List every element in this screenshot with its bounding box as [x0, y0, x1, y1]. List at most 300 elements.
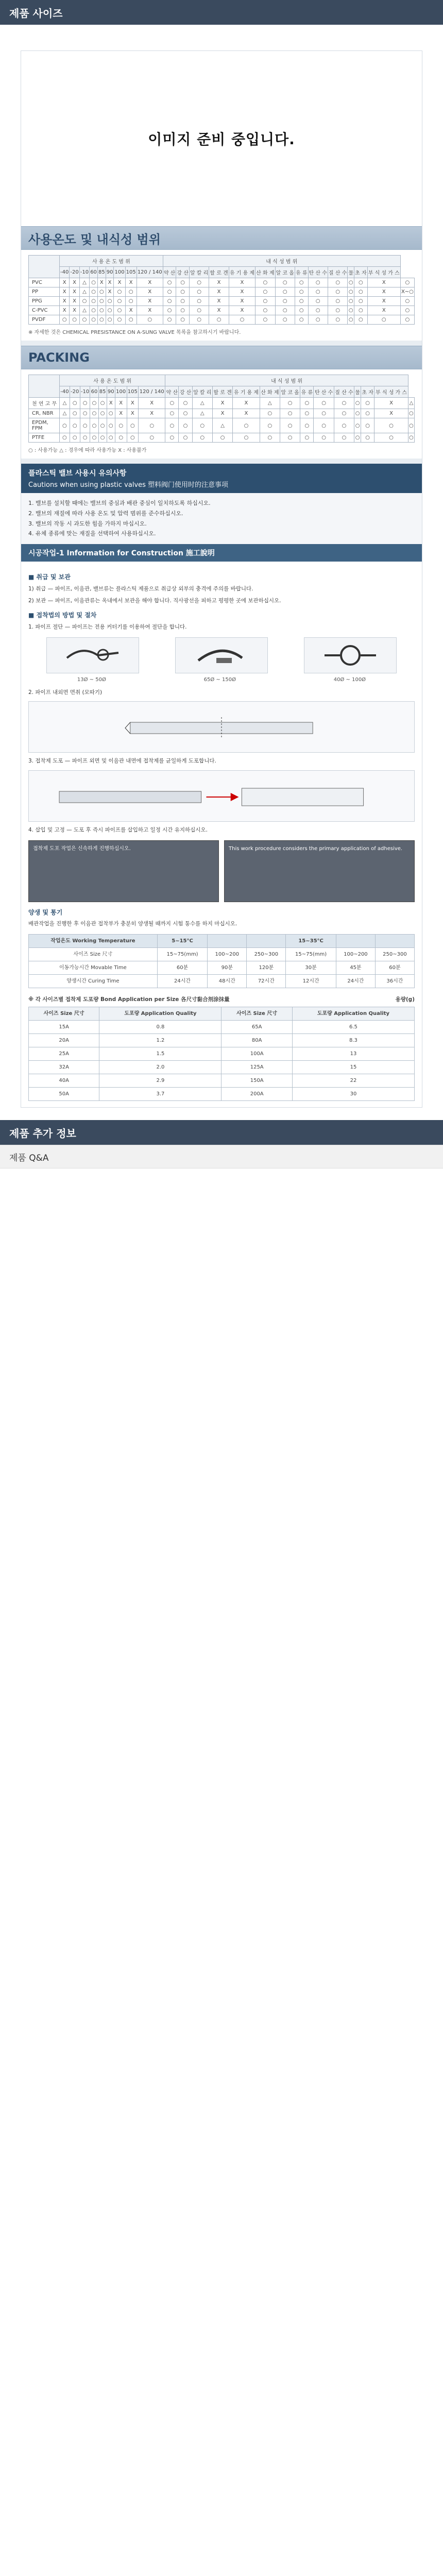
chem-column-header: 질 산 수: [334, 386, 354, 398]
cure-cell: 72시간: [247, 975, 286, 988]
table-row: [29, 433, 415, 443]
cut-text: 1. 파이프 절단 — 파이프는 전용 커터기를 이용하여 절단을 합니다.: [28, 623, 187, 630]
procedure-title: 시공작업-1 Information for Construction 施工說明: [21, 544, 422, 562]
table-corner: [29, 256, 60, 278]
table-cell: ○: [408, 433, 414, 443]
handling-text: 1) 취급 — 파이프, 이음관, 밸브류는 플라스틱 제품으로 취급상 외부의 충격에 주의를 바랍니다.: [28, 585, 253, 592]
table-cell: X: [70, 297, 79, 306]
table-cell: ○: [98, 409, 107, 418]
table-cell: ○: [163, 315, 176, 325]
cure-size-cell: 15~75(mm): [286, 948, 336, 961]
table-cell: △: [212, 418, 232, 433]
table-cell: ○: [280, 398, 300, 409]
extra-info-header: [0, 1120, 443, 1145]
chem-column-header: 산 화 제: [260, 386, 280, 398]
qa-header[interactable]: [0, 1145, 443, 1168]
table-cell: ○: [328, 287, 347, 297]
cutter-small-icon: [62, 642, 124, 668]
table-cell: ○: [189, 287, 209, 297]
material-label: PPG: [29, 297, 60, 306]
cure-cell: 45분: [336, 961, 375, 975]
app-cell: 100A: [222, 1047, 292, 1061]
app-cell: 15: [292, 1061, 414, 1074]
temp-column-header: 60: [90, 267, 98, 278]
table-row: [29, 398, 415, 409]
table-cell: X: [374, 409, 408, 418]
temp-range-title-text: 사용온도 및 내식성 범위: [28, 232, 161, 247]
storage-text: 2) 보관 — 파이프, 이음관류는 옥내에서 보관을 해야 합니다. 직사광선을 피하고 평평한 곳에 보관하십시오.: [28, 598, 281, 604]
app-cell: 30: [292, 1088, 414, 1101]
table-cell: ○: [97, 297, 106, 306]
table-cell: X: [209, 287, 229, 297]
cure-head-cell: 15~35°C: [286, 935, 336, 948]
app-head-cell: 사이즈 Size 尺寸: [29, 1007, 99, 1021]
table-cell: ○: [70, 409, 80, 418]
app-cell: 6.5: [292, 1021, 414, 1034]
cure-size-cell: 250~300: [375, 948, 414, 961]
cutter-captions: [28, 675, 415, 684]
table-cell: ○: [70, 433, 80, 443]
temp-column-header: -40: [60, 267, 70, 278]
table-cell: ○: [189, 306, 209, 315]
table-cell: ○: [107, 418, 115, 433]
chem-column-header: 부 식 성 가 스: [367, 267, 400, 278]
table-cell: X: [229, 297, 255, 306]
table-cell: X: [367, 297, 400, 306]
table-row: [29, 961, 415, 975]
table-cell: △: [192, 409, 212, 418]
caution-title-ko: 플라스틱 밸브 사용시 유의사항: [28, 469, 127, 478]
table-cell: X: [209, 278, 229, 287]
temp-column-header: 90: [106, 267, 114, 278]
table-cell: X: [115, 398, 127, 409]
table-cell: X: [60, 306, 70, 315]
table-cell: ○: [260, 418, 280, 433]
qa-body: [0, 1168, 443, 1277]
cure-size-cell: 15~75(mm): [157, 948, 208, 961]
chem-column-header: 알 코 올: [275, 267, 295, 278]
table-cell: X: [233, 409, 260, 418]
table-cell: ○: [348, 278, 354, 287]
table-cell: ○: [80, 409, 90, 418]
table-cell: ○: [275, 287, 295, 297]
table-cell: ○: [354, 297, 368, 306]
table-cell: ○: [139, 433, 165, 443]
chamfer-text: 2. 파이프 내외면 면취 (모따기): [28, 689, 103, 696]
table-cell: ○: [361, 409, 374, 418]
table-corner: [29, 375, 60, 398]
table-cell: ○: [90, 278, 98, 287]
table-row: [29, 1088, 415, 1101]
temp-column-header: -40: [60, 386, 70, 398]
table-cell: X: [127, 409, 139, 418]
app-cell: 200A: [222, 1088, 292, 1101]
caution-title-en: Cautions when using plastic valves 塑料阀门使用时的注意事项: [28, 481, 229, 489]
temp-group-header: 사 용 온 도 범 위: [60, 256, 163, 267]
material-label: CR, NBR: [29, 409, 60, 418]
material-label: 천 연 고 무: [29, 398, 60, 409]
chamfer-diagram: [28, 701, 415, 753]
table-cell: ○: [300, 409, 314, 418]
cure-size-cell: 100~200: [208, 948, 247, 961]
temp-table: [28, 255, 415, 325]
table-cell: △: [79, 306, 89, 315]
table-row: [29, 409, 415, 418]
table-cell: ○: [106, 306, 114, 315]
table-cell: X: [212, 398, 232, 409]
table-cell: △: [60, 409, 70, 418]
table-cell: ○: [308, 287, 328, 297]
cure-size-cell: 100~200: [336, 948, 375, 961]
table-cell: ○: [209, 315, 229, 325]
app-cell: 1.2: [99, 1034, 222, 1047]
table-cell: ○: [107, 433, 115, 443]
material-label: PVC: [29, 278, 60, 287]
table-row: [29, 278, 415, 287]
app-cell: 80A: [222, 1034, 292, 1047]
table-cell: ○: [90, 306, 98, 315]
table-cell: ○: [176, 315, 190, 325]
cure-head-cell: [247, 935, 286, 948]
cure-heading: 양생 및 통기: [28, 909, 63, 917]
table-cell: ○: [97, 287, 106, 297]
table-cell: ○: [70, 418, 80, 433]
table-cell: ○: [176, 306, 190, 315]
table-cell: ○: [106, 315, 114, 325]
table-cell: ○: [70, 315, 79, 325]
packing-legend: [28, 446, 415, 453]
chem-column-header: 유 류: [295, 267, 308, 278]
temp-column-header: 120 / 140: [139, 386, 165, 398]
insert-text: 4. 삽입 및 고정 — 도포 후 즉시 파이프를 삽입하고 일정 시간 유지하십시오.: [28, 827, 208, 834]
cure-text: 배관작업을 진행한 후 이음관 접착부가 충분히 양생될 때까지 시험 통수를 하지 마십시오.: [28, 921, 237, 927]
cure-head-cell: 5~15°C: [157, 935, 208, 948]
table-cell: ○: [348, 306, 354, 315]
chem-column-header: 탄 산 수: [308, 267, 328, 278]
caution-item: 1. 밸브를 설치할 때에는 밸브의 중심과 배관 중심이 일치하도록 하십시오.: [28, 500, 211, 506]
table-cell: ○: [400, 278, 414, 287]
material-label: C-PVC: [29, 306, 60, 315]
section-title: 제품 사이즈: [9, 7, 63, 20]
app-cell: 50A: [29, 1088, 99, 1101]
table-cell: ○: [90, 297, 98, 306]
table-cell: ○: [80, 433, 90, 443]
table-cell: ○: [354, 433, 361, 443]
table-cell: ○: [60, 418, 70, 433]
caution-item: 3. 밸브의 작동 시 과도한 힘을 가하지 마십시오.: [28, 520, 147, 527]
app-cell: 25A: [29, 1047, 99, 1061]
temp-column-header: 100: [115, 386, 127, 398]
temp-column-header: 105: [125, 267, 137, 278]
table-cell: ○: [255, 287, 275, 297]
table-cell: ○: [408, 409, 414, 418]
table-cell: ○: [97, 315, 106, 325]
table-cell: ○: [255, 278, 275, 287]
table-cell: ○: [106, 297, 114, 306]
chem-column-header: 탄 산 수: [314, 386, 334, 398]
table-cell: X: [125, 306, 137, 315]
table-cell: X: [106, 278, 114, 287]
temp-group-header: 사 용 온 도 범 위: [60, 375, 165, 386]
app-cell: 65A: [222, 1021, 292, 1034]
table-cell: ○: [308, 315, 328, 325]
table-cell: X: [60, 297, 70, 306]
cure-head-cell: [208, 935, 247, 948]
cure-cell: 36시간: [375, 975, 414, 988]
table-cell: ○: [98, 398, 107, 409]
table-cell: ○: [179, 409, 192, 418]
chem-column-header: 물: [348, 267, 354, 278]
cure-size-cell: 250~300: [247, 948, 286, 961]
photo-note-ko-text: 접착제 도포 작업은 신속하게 진행하십시오.: [33, 846, 131, 852]
temp-column-header: 85: [98, 386, 107, 398]
spacer: [0, 1108, 443, 1120]
cutter-large-icon: [319, 642, 381, 668]
chem-column-header: 알 칼 리: [192, 386, 212, 398]
table-cell: ○: [328, 315, 347, 325]
cutter-illustration-medium: [175, 637, 268, 673]
photo-note-en: [224, 840, 415, 902]
table-cell: ○: [79, 315, 89, 325]
application-unit: 용량(g): [395, 996, 415, 1003]
app-cell: 0.8: [99, 1021, 222, 1034]
legend-item: X : 사용불가: [118, 448, 147, 453]
table-cell: X: [115, 409, 127, 418]
chem-column-header: 유 기 용 제: [229, 267, 255, 278]
material-label: PTFE: [29, 433, 60, 443]
table-cell: ○: [314, 398, 334, 409]
packing-title: [21, 346, 422, 369]
table-cell: ○: [255, 306, 275, 315]
table-row: [29, 1061, 415, 1074]
app-cell: 1.5: [99, 1047, 222, 1061]
section-title: 제품 추가 정보: [9, 1127, 76, 1140]
temp-column-header: 90: [107, 386, 115, 398]
table-cell: ○: [114, 315, 125, 325]
table-cell: ○: [114, 297, 125, 306]
table-cell: ○: [260, 433, 280, 443]
table-cell: ○: [233, 418, 260, 433]
cure-cell: 60분: [157, 961, 208, 975]
table-cell: △: [408, 398, 414, 409]
table-cell: ○: [300, 398, 314, 409]
table-cell: ○: [165, 418, 179, 433]
table-row: [29, 1021, 415, 1034]
table-cell: ○: [275, 306, 295, 315]
table-cell: ○: [192, 433, 212, 443]
table-cell: X: [209, 297, 229, 306]
table-cell: ○: [328, 278, 347, 287]
table-cell: ○: [79, 297, 89, 306]
pipe-diagram-icon: [29, 702, 414, 753]
chem-column-header: 할 로 겐: [209, 267, 229, 278]
table-cell: ○: [348, 287, 354, 297]
temp-note: ※ 자세한 것은 CHEMICAL PRESISTANCE ON A-SUNG VALVE 목록을 참고하시기 바랍니다.: [28, 330, 241, 335]
temp-column-header: 100: [114, 267, 125, 278]
caution-item: 4. 유체 종류에 맞는 재질을 선택하여 사용하십시오.: [28, 530, 156, 537]
chem-column-header: 물: [354, 386, 361, 398]
app-head-cell: 도포량 Application Quality: [99, 1007, 222, 1021]
table-cell: △: [79, 278, 89, 287]
table-cell: ○: [348, 297, 354, 306]
table-cell: ○: [80, 398, 90, 409]
table-cell: ○: [280, 433, 300, 443]
table-cell: ○: [229, 315, 255, 325]
table-cell: ○: [80, 418, 90, 433]
table-cell: ○: [97, 306, 106, 315]
table-cell: ○: [192, 418, 212, 433]
cure-cell: 48시간: [208, 975, 247, 988]
table-cell: ○: [308, 278, 328, 287]
table-cell: ○: [295, 306, 308, 315]
table-cell: ○: [328, 297, 347, 306]
table-cell: ○: [314, 409, 334, 418]
table-cell: X: [229, 287, 255, 297]
cutter-medium-icon: [191, 642, 252, 668]
material-label: PVDF: [29, 315, 60, 325]
table-cell: ○: [275, 278, 295, 287]
table-cell: X: [137, 306, 163, 315]
cutter-illustrations: [28, 637, 415, 673]
table-cell: ○: [90, 433, 98, 443]
table-cell: ○: [179, 398, 192, 409]
chem-column-header: 알 칼 리: [189, 267, 209, 278]
app-cell: 125A: [222, 1061, 292, 1074]
table-cell: ○: [314, 433, 334, 443]
table-cell: ○: [354, 418, 361, 433]
bonding-heading: ■ 접착법의 방법 및 절차: [28, 612, 97, 619]
table-cell: X: [229, 306, 255, 315]
app-cell: 150A: [222, 1074, 292, 1088]
packing-title-text: PACKING: [28, 350, 90, 365]
chem-column-header: 강 산: [179, 386, 192, 398]
app-cell: 2.0: [99, 1061, 222, 1074]
table-cell: X: [70, 278, 79, 287]
cutter-caption: 65Ø ~ 150Ø: [203, 676, 236, 683]
table-cell: ○: [348, 315, 354, 325]
app-cell: 22: [292, 1074, 414, 1088]
table-cell: ○: [90, 418, 98, 433]
temp-table-wrap: [21, 250, 422, 341]
table-cell: X: [137, 297, 163, 306]
table-cell: ○: [114, 306, 125, 315]
table-cell: X: [212, 409, 232, 418]
table-cell: ○: [280, 418, 300, 433]
application-table-head: [28, 995, 415, 1005]
application-title: ※ 각 사이즈별 접착제 도포량 Bond Application per Size 各尺寸黏合剂涂抹量: [28, 996, 230, 1003]
table-cell: ○: [163, 306, 176, 315]
table-cell: ○: [334, 398, 354, 409]
table-cell: ○: [300, 433, 314, 443]
table-cell: ○: [127, 433, 139, 443]
insertion-diagram-icon: [29, 771, 414, 822]
table-cell: ○: [408, 418, 414, 433]
table-cell: X: [97, 278, 106, 287]
qa-title: 제품 Q&A: [9, 1153, 49, 1163]
temp-column-header: -10: [79, 267, 89, 278]
caution-list: [21, 493, 422, 544]
app-cell: 20A: [29, 1034, 99, 1047]
table-cell: ○: [280, 409, 300, 418]
table-cell: ○: [354, 398, 361, 409]
temp-column-header: -20: [70, 386, 80, 398]
chem-column-header: 산 화 제: [255, 267, 275, 278]
table-cell: ○: [125, 315, 137, 325]
table-cell: ○: [98, 418, 107, 433]
table-cell: X: [233, 398, 260, 409]
table-row: [29, 297, 415, 306]
work-photos: [28, 840, 415, 902]
table-cell: ○: [361, 433, 374, 443]
table-cell: ○: [90, 398, 98, 409]
cutter-caption: 13Ø ~ 50Ø: [77, 676, 106, 683]
table-cell: X: [137, 278, 163, 287]
table-cell: △: [79, 287, 89, 297]
table-cell: ○: [308, 306, 328, 315]
cure-cell: 60분: [375, 961, 414, 975]
app-head-cell: 도포량 Application Quality: [292, 1007, 414, 1021]
table-cell: X: [139, 398, 165, 409]
legend-item: △ : 경우에 따라 사용가능: [59, 448, 118, 453]
cure-cell: 90분: [208, 961, 247, 975]
table-cell: ○: [189, 297, 209, 306]
table-cell: ○: [163, 297, 176, 306]
table-cell: ○: [308, 297, 328, 306]
cure-cell: 24시간: [157, 975, 208, 988]
cure-cell: 12시간: [286, 975, 336, 988]
cure-cell: 24시간: [336, 975, 375, 988]
table-cell: ○: [400, 306, 414, 315]
table-cell: ○: [60, 315, 70, 325]
table-cell: ○: [176, 278, 190, 287]
chem-column-header: 약 산: [163, 267, 176, 278]
table-row: [29, 315, 415, 325]
table-cell: X: [137, 287, 163, 297]
table-cell: X: [127, 398, 139, 409]
table-cell: ○: [179, 433, 192, 443]
photo-note-en-text: This work procedure considers the primary application of adhesive.: [229, 846, 403, 852]
material-label: PP: [29, 287, 60, 297]
spacer: [0, 25, 443, 50]
table-cell: ○: [361, 398, 374, 409]
chem-group-header: 내 식 성 범 위: [165, 375, 408, 386]
table-cell: ○: [70, 398, 80, 409]
table-cell: ○: [125, 297, 137, 306]
table-cell: ○: [334, 409, 354, 418]
app-cell: 15A: [29, 1021, 99, 1034]
temp-column-header: 85: [97, 267, 106, 278]
chem-column-header: 유 기 용 제: [233, 386, 260, 398]
temp-column-header: -20: [70, 267, 79, 278]
table-cell: X: [367, 278, 400, 287]
table-row: [29, 418, 415, 433]
app-cell: 32A: [29, 1061, 99, 1074]
table-cell: ○: [334, 433, 354, 443]
table-cell: ○: [334, 418, 354, 433]
table-cell: ○: [176, 287, 190, 297]
table-cell: ○: [233, 433, 260, 443]
table-cell: ○: [189, 278, 209, 287]
chem-column-header: 강 산: [176, 267, 190, 278]
temp-range-title: [21, 226, 422, 250]
table-cell: ○: [139, 418, 165, 433]
table-cell: ○: [90, 409, 98, 418]
table-cell: ○: [163, 278, 176, 287]
cure-head-cell: [375, 935, 414, 948]
table-cell: X: [70, 287, 79, 297]
material-label: EPDM, FPM: [29, 418, 60, 433]
table-cell: X: [374, 398, 408, 409]
